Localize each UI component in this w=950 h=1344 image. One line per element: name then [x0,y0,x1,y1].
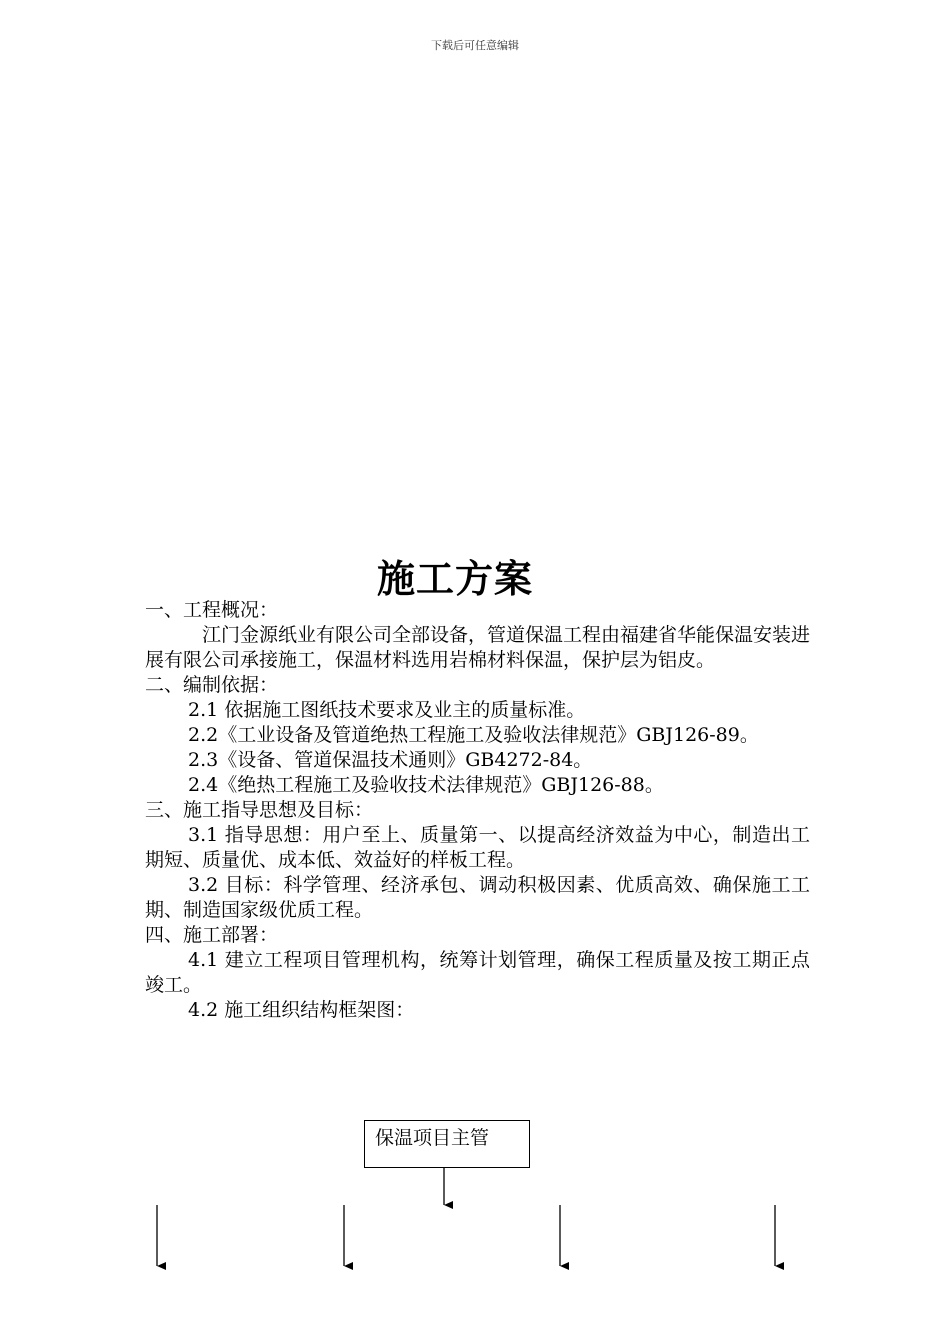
org-chart-top-box: 保温项目主管 [364,1120,530,1168]
paragraph: 2.2《工业设备及管道绝热工程施工及验收法律规范》GBJ126-89。 [188,724,759,746]
paragraph: 2.1 依据施工图纸技术要求及业主的质量标准。 [188,699,586,721]
section-heading: 一、工程概况： [145,599,279,621]
document-title: 施工方案 [376,556,533,601]
document-body [145,598,810,1023]
paragraph: 2.4《绝热工程施工及验收技术法律规范》GBJ126-88。 [188,774,664,796]
paragraph: 2.3《设备、管道保温技术通则》GB4272-84。 [188,749,593,771]
paragraph: 4.1 建立工程项目管理机构，统筹计划管理，确保工程质量及按工期正点竣工。 [145,949,810,996]
paragraph: 3.2 目标：科学管理、经济承包、调动积极因素、优质高效、确保施工工期、制造国家级优质工程。 [145,874,810,921]
section-heading: 三、施工指导思想及目标： [145,799,374,821]
paragraph: 江门金源纸业有限公司全部设备，管道保温工程由福建省华能保温安装进展有限公司承接施工，保温材料选用岩棉材料保温，保护层为铝皮。 [145,624,811,671]
page-header-note: 下载后可任意编辑 [431,39,519,52]
section-heading: 二、编制依据： [145,674,279,696]
paragraph: 3.1 指导思想：用户至上、质量第一、以提高经济效益为中心，制造出工期短、质量优、成本低、效益好的样板工程。 [145,824,810,871]
paragraph: 4.2 施工组织结构框架图： [188,999,415,1021]
section-heading: 四、施工部署： [145,924,279,946]
